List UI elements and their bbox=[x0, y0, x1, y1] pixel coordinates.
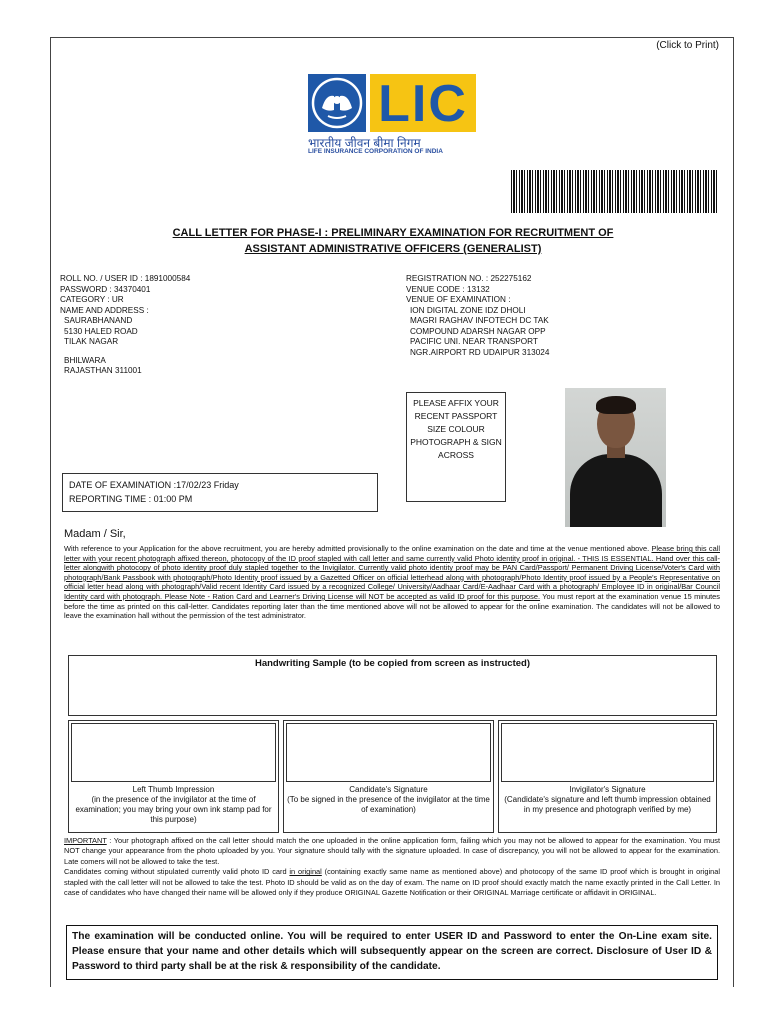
venue-line: MAGRI RAGHAV INFOTECH DC TAK bbox=[410, 316, 549, 325]
password: PASSWORD : 34370401 bbox=[60, 284, 151, 294]
signature-row bbox=[68, 720, 717, 835]
salutation: Madam / Sir, bbox=[64, 528, 126, 540]
invigilator-signature-label bbox=[501, 785, 714, 815]
thumb-impression-cell bbox=[68, 720, 279, 833]
lic-brand: LIC bbox=[378, 75, 468, 133]
signature-detail: (Candidate's signature and left thumb impression obtained in my presence and photograph verified by me) bbox=[504, 795, 711, 814]
address-gap bbox=[60, 348, 390, 356]
roll-number: ROLL NO. / USER ID : 1891000584 bbox=[60, 274, 191, 283]
important-emphasis: in original bbox=[289, 867, 322, 877]
print-link-label[interactable]: (Click to Print) bbox=[656, 40, 719, 51]
category: CATEGORY : UR bbox=[60, 295, 124, 304]
signature-title: Candidate's Signature bbox=[349, 785, 428, 794]
reporting-time: REPORTING TIME : 01:00 PM bbox=[69, 494, 193, 504]
instructions-id-proof: Please bring this call letter with your recent photograph affixed thereon, photocopy of the ID proof stapled with call letter and same currently valid Photo identity proof in original. - THIS IS ESSENTIAL. Hand over this call-letter alongwith photocopy of photo identity proof duly stapled together to the Invigilator. Currently valid photo identity proof may be PAN Card/Passport/ Permanent Driving License/Voter's Card with photograph/Bank Passbook with photograph/Photo Identity proof issued by a Gazetted Officer on official letterhead along with photograph/Photo Identity proof issued by a People's Representative on official letter head along with photograph/Valid recent Identity Card issued by a recognized College/ University/Aadhaar Card/E-Aadhaar Card with a photograph/ Employee ID in original/Bar Council Identity card with photograph. Please Note - Ration Card and Learner's Driving License will NOT be accepted as valid ID proof for this purpose. bbox=[64, 544, 720, 601]
important-text: (containing exactly same name as mentioned above) and photocopy of the same ID proof which is brought in original stapled with the call letter will not be allowed to take the test. Photo ID should be valid as on the day of exam. The name on ID proof should exactly match the name exactly printed in the Call Letter. In case of candidates who have changed their name will be allowed only if they produce ORIGINAL Gazette Notification or their ORIGINAL Marriage certificate or affidavit in ORIGINAL. bbox=[64, 867, 720, 898]
venue-line: COMPOUND ADARSH NAGAR OPP bbox=[410, 326, 546, 336]
important-label: IMPORTANT bbox=[64, 836, 107, 845]
address-line: BHILWARA bbox=[64, 355, 106, 365]
venue-label: VENUE OF EXAMINATION : bbox=[406, 295, 511, 304]
instructions-reporting: You must report at the examination venue 15 minutes before the time as printed on this call-letter. Candidates reporting later than the time mentioned above will not be allowed to appear for the online examination. The candidates will not be allowed to leave the examination hall without the permission of the test administrator. bbox=[64, 591, 720, 621]
affix-photo-box: PLEASE AFFIX YOUR RECENT PASSPORT SIZE COLOUR PHOTOGRAPH & SIGN ACROSS bbox=[406, 392, 506, 502]
signature-title: Invigilator's Signature bbox=[569, 785, 646, 794]
exam-date: DATE OF EXAMINATION :17/02/23 Friday bbox=[69, 480, 239, 490]
signature-title: Left Thumb Impression bbox=[132, 785, 215, 794]
thumb-impression-area bbox=[71, 723, 276, 782]
exam-schedule-box bbox=[62, 473, 378, 512]
venue-line: PACIFIC UNI. NEAR TRANSPORT bbox=[410, 337, 538, 346]
invigilator-signature-cell bbox=[498, 720, 717, 833]
lic-hindi-name: भारतीय जीवन बीमा निगम bbox=[308, 136, 421, 150]
thumb-impression-label bbox=[71, 785, 276, 825]
letter-title: CALL LETTER FOR PHASE-I : PRELIMINARY EXAMINATION FOR RECRUITMENT OF ASSISTANT ADMINISTRATIVE OFFICERS (GENERALIST) bbox=[172, 227, 614, 255]
handwriting-sample-box bbox=[68, 655, 717, 716]
venue-line: ION DIGITAL ZONE IDZ DHOLI bbox=[410, 305, 526, 315]
lic-emblem-icon bbox=[308, 74, 366, 132]
invigilator-signature-area bbox=[501, 723, 714, 782]
venue-line: NGR.AIRPORT RD UDAIPUR 313024 bbox=[410, 347, 550, 357]
candidate-signature-area bbox=[286, 723, 491, 782]
online-exam-notice: The examination will be conducted online. You will be required to enter USER ID and Password to enter the On-Line exam site. Please ensure that your name and other details which will subsequently appear on the screen are correct. Disclosure of User ID & Password to third party shall be at the risk & responsibility of the candidate. bbox=[66, 925, 718, 980]
signature-detail: (in the presence of the invigilator at the time of examination; you may bring your own ink stamp pad for this purpose) bbox=[75, 795, 272, 824]
venue-details bbox=[406, 274, 726, 358]
important-text: Candidates coming without stipulated currently valid photo ID card bbox=[64, 867, 290, 877]
name-address-label: NAME AND ADDRESS : bbox=[60, 305, 149, 315]
important-text: : Your photograph affixed on the call letter should match the one uploaded in the online application form, failing which you may not be allowed to appear for the examination. You must NOT change your appearance from the photo uploaded by you. Your signature should tally with the signature uploaded. In case of discrepancy, you will not be allowed to appear for the examination. Late comers will not be allowed to take the test. bbox=[64, 836, 720, 866]
important-notice bbox=[64, 836, 720, 898]
candidate-photo bbox=[565, 388, 666, 527]
candidate-details bbox=[60, 274, 390, 377]
call-letter-page bbox=[50, 37, 734, 987]
address-line: 5130 HALED ROAD bbox=[64, 326, 138, 336]
handwriting-label: Handwriting Sample (to be copied from screen as instructed) bbox=[254, 658, 531, 669]
candidate-signature-label bbox=[286, 785, 491, 815]
instructions-intro: With reference to your Application for the above recruitment, you are hereby admitted provisionally to the online examination on the date and time at the venue mentioned above. bbox=[64, 544, 652, 553]
lic-wordmark bbox=[370, 74, 476, 132]
signature-detail: (To be signed in the presence of the invigilator at the time of examination) bbox=[287, 795, 490, 814]
lic-logo bbox=[300, 66, 484, 158]
candidate-signature-cell bbox=[283, 720, 494, 833]
barcode bbox=[511, 170, 718, 213]
instructions-paragraph bbox=[64, 544, 720, 621]
registration-number: REGISTRATION NO. : 252275162 bbox=[406, 274, 532, 283]
address-line: TILAK NAGAR bbox=[64, 337, 119, 346]
venue-code: VENUE CODE : 13132 bbox=[406, 284, 490, 294]
print-link[interactable] bbox=[656, 40, 719, 51]
address-line: SAURABHANAND bbox=[64, 316, 133, 325]
address-line: RAJASTHAN 311001 bbox=[64, 366, 142, 375]
lic-english-name: LIFE INSURANCE CORPORATION OF INDIA bbox=[308, 148, 443, 155]
